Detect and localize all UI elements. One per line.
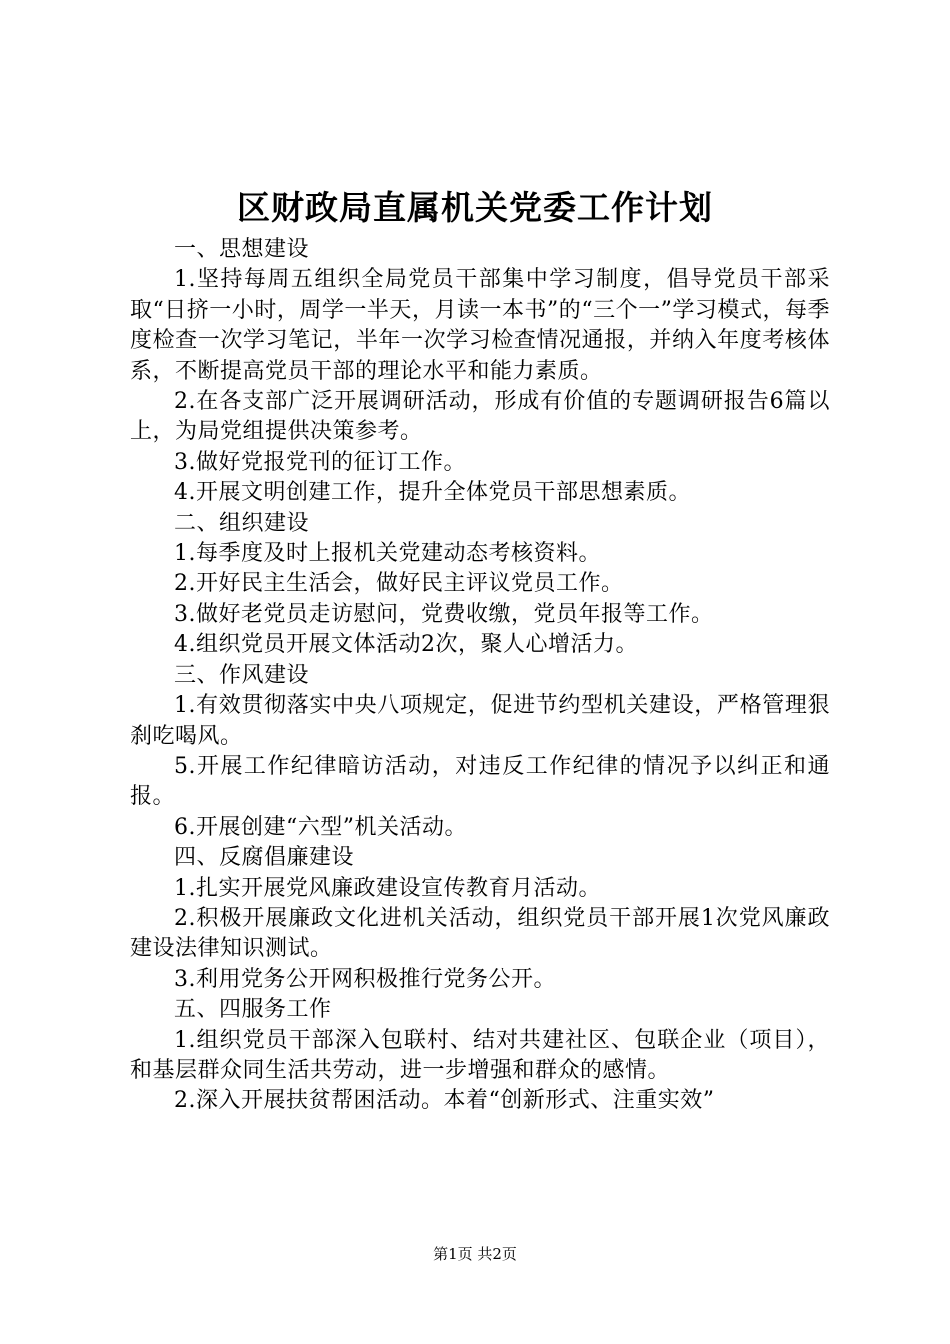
document-title: 区财政局直属机关党委工作计划 <box>237 188 713 227</box>
paragraph: 3.利用党务公开网积极推行党务公开。 <box>174 966 556 992</box>
section-heading: 五、四服务工作 <box>174 997 332 1023</box>
paragraph: 1.每季度及时上报机关党建动态考核资料。 <box>174 541 601 567</box>
paragraph: 2.在各支部广泛开展调研活动，形成有价值的专题调研报告6篇以上，为局党组提供决策参考。 <box>130 389 830 445</box>
paragraph: 1.坚持每周五组织全局党员干部集中学习制度，倡导党员干部采取“日挤一小时，周学一半天，月读一本书”的“三个一”学习模式，每季度检查一次学习笔记，半年一次学习检查情况通报，并纳入年度考核体系，不断提高党员干部的理论水平和能力素质。 <box>130 267 830 384</box>
paragraph: 2.深入开展扶贫帮困活动。本着“创新形式、注重实效” <box>174 1088 715 1114</box>
section-heading: 三、作风建设 <box>174 662 310 688</box>
paragraph: 6.开展创建“六型”机关活动。 <box>174 814 467 840</box>
paragraph: 1.组织党员干部深入包联村、结对共建社区、包联企业（项目），和基层群众同生活共劳动，进一步增强和群众的感情。 <box>130 1027 830 1083</box>
page-footer: 第1页 共2页 <box>433 1245 517 1263</box>
paragraph: 2.开好民主生活会，做好民主评议党员工作。 <box>174 571 624 597</box>
paragraph: 2.积极开展廉政文化进机关活动，组织党员干部开展1次党风廉政建设法律知识测试。 <box>130 905 830 962</box>
paragraph: 3.做好老党员走访慰问，党费收缴，党员年报等工作。 <box>174 601 714 627</box>
paragraph: 1.扎实开展党风廉政建设宣传教育月活动。 <box>174 875 601 901</box>
paragraph: 5.开展工作纪律暗访活动，对违反工作纪律的情况予以纠正和通报。 <box>130 753 830 810</box>
paragraph: 4.开展文明创建工作，提升全体党员干部思想素质。 <box>174 480 691 506</box>
section-heading: 一、思想建设 <box>174 237 310 262</box>
section-heading: 四、反腐倡廉建设 <box>174 845 355 871</box>
paragraph: 4.组织党员开展文体活动2次，聚人心增活力。 <box>174 632 638 658</box>
document-body <box>130 235 830 1117</box>
section-heading: 二、组织建设 <box>174 510 310 536</box>
paragraph: 3.做好党报党刊的征订工作。 <box>174 449 466 475</box>
paragraph: 1.有效贯彻落实中央八项规定，促进节约型机关建设，严格管理狠刹吃喝风。 <box>130 693 830 749</box>
